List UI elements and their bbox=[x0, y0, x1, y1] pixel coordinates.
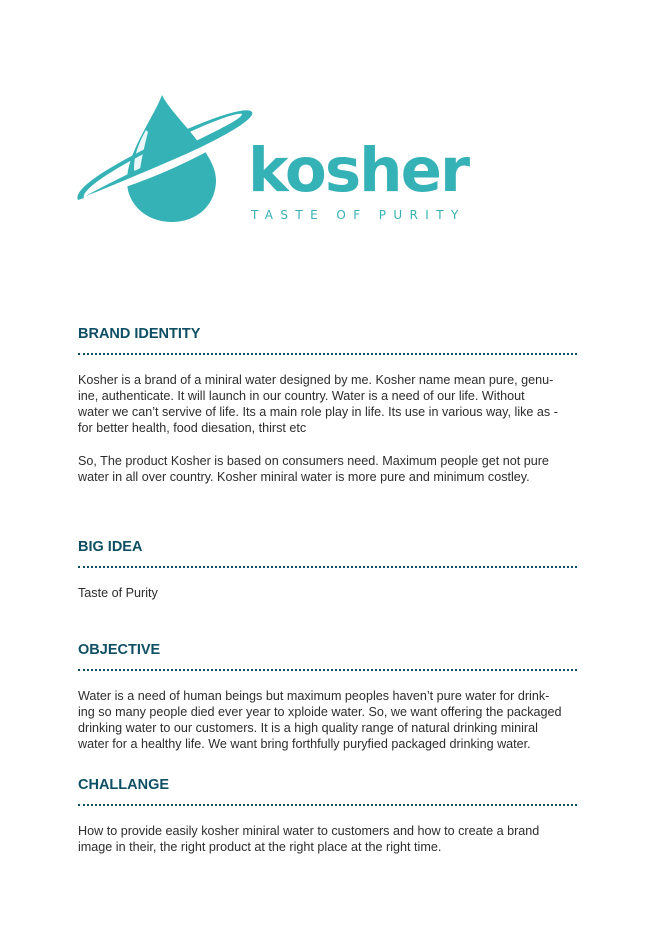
brand-name: kosher bbox=[248, 135, 469, 206]
section-paragraph: So, The product Kosher is based on consumers need. Maximum people get not pure water in all over country. Kosher miniral water is more pure and minimum costley. bbox=[78, 454, 549, 484]
section-heading: OBJECTIVE bbox=[78, 642, 161, 658]
section-paragraph: Kosher is a brand of a miniral water designed by me. Kosher name mean pure, genu- ine, authenticate. It will launch in our country. Water is a need of our life. Without water we can’t servive of life. Its a main role play in life. Its use in various way, like as - for better health, food diesation, thirst etc bbox=[78, 373, 558, 435]
dotted-divider bbox=[78, 804, 577, 806]
section-heading: BIG IDEA bbox=[78, 539, 143, 555]
section-heading: BRAND IDENTITY bbox=[78, 326, 201, 342]
dotted-divider bbox=[78, 566, 577, 568]
section-paragraph: Water is a need of human beings but maximum peoples haven’t pure water for drink- ing so many people died ever year to xploide water. So, we want offering the packaged drinking water to our customers. It is a high quality range of natural drinking miniral water for a healthy life. We want bring forthfully puryfied packaged drinking water. bbox=[78, 689, 562, 751]
section-brand-identity bbox=[78, 325, 578, 485]
section-big-idea bbox=[78, 538, 578, 601]
section-objective bbox=[78, 641, 578, 752]
dotted-divider bbox=[78, 353, 577, 355]
dotted-divider bbox=[78, 669, 577, 671]
water-drop-planet-ring-icon bbox=[76, 92, 256, 224]
section-paragraph: Taste of Purity bbox=[78, 586, 158, 600]
section-challange bbox=[78, 776, 578, 855]
section-paragraph: How to provide easily kosher miniral water to customers and how to create a brand image in their, the right product at the right place at the right time. bbox=[78, 824, 540, 854]
section-heading: CHALLANGE bbox=[78, 777, 170, 793]
brand-tagline: TASTE OF PURITY bbox=[251, 208, 466, 222]
